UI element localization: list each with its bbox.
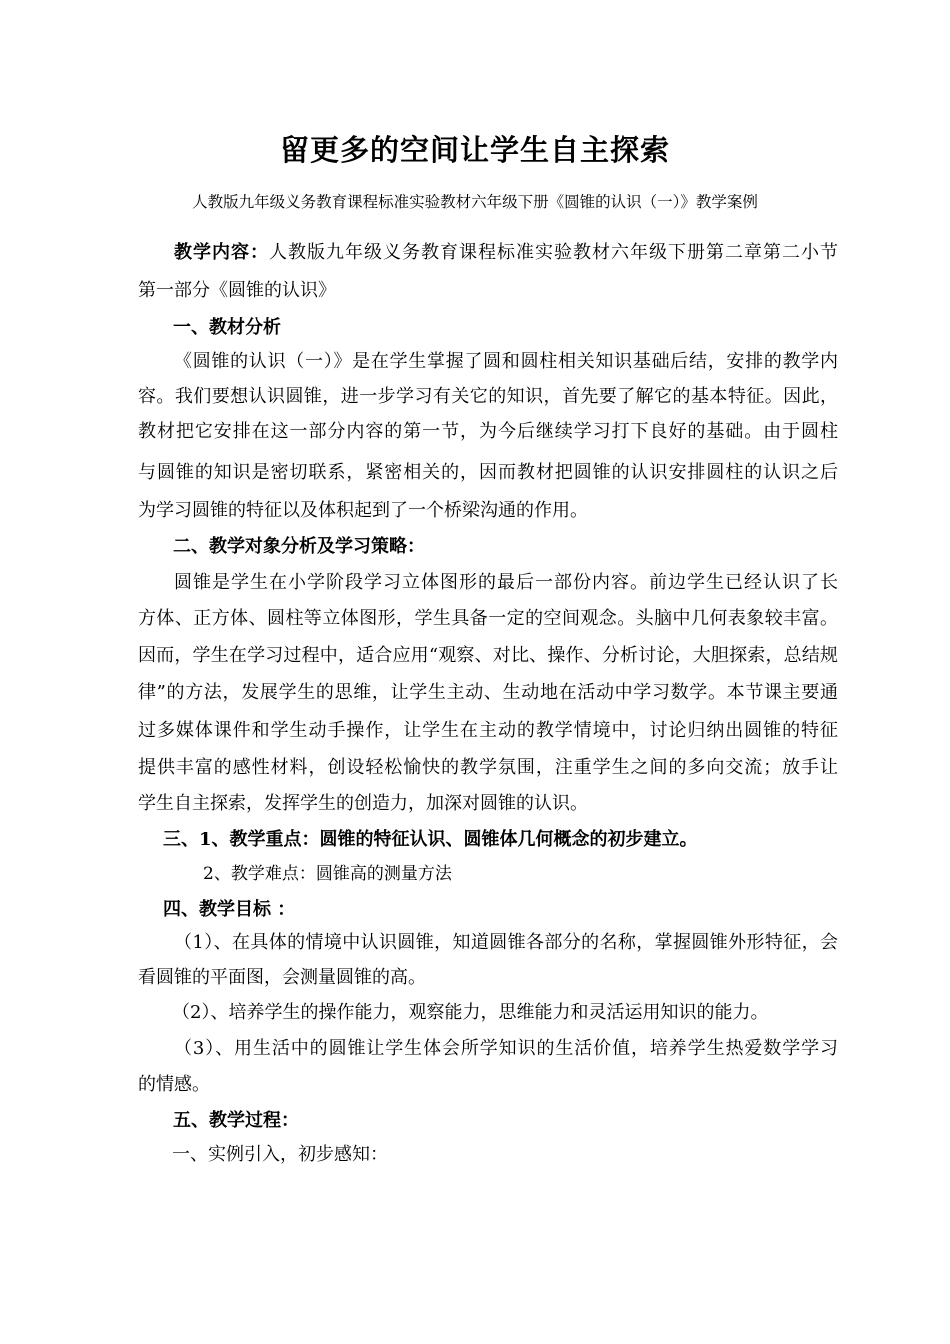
section-2-line: 圆锥是学生在小学阶段学习立体图形的最后一部份内容。前边学生已经认识了长 bbox=[174, 572, 838, 593]
section-2-line: 提供丰富的感性材料，创设轻松愉快的教学氛围，注重学生之间的多向交流；放手让 bbox=[138, 757, 838, 778]
goal-2: （2）、培养学生的操作能力，观察能力，思维能力和灵活运用知识的能力。 bbox=[172, 1002, 769, 1023]
content-line-1 bbox=[138, 238, 838, 264]
section-3-difficulty: 2、教学难点：圆锥高的测量方法 bbox=[203, 864, 452, 884]
content-line-2: 第一部分《圆锥的认识》 bbox=[138, 280, 336, 301]
section-1-line: 《圆锥的认识（一）》是在学生掌握了圆和圆柱相关知识基础后结，安排的教学内 bbox=[174, 351, 838, 372]
section-2-line: 律”的方法，发展学生的思维，让学生主动、生动地在活动中学习数学。本节课主要通 bbox=[138, 682, 838, 703]
goal-1-line: （1）、在具体的情境中认识圆锥，知道圆锥各部分的名称，掌握圆锥外形特征，会 bbox=[174, 932, 838, 953]
document-title: 留更多的空间让学生自主探索 bbox=[279, 133, 670, 167]
section-2-line: 因而，学生在学习过程中，适合应用“观察、对比、操作、分析讨论，大胆探索，总结规 bbox=[138, 645, 838, 666]
section-1-heading: 一、教材分析 bbox=[173, 317, 281, 338]
section-4-heading: 四、教学目标 ： bbox=[163, 899, 296, 920]
section-2-line: 学生自主探索，发挥学生的创造力，加深对圆锥的认识。 bbox=[138, 793, 588, 814]
section-5-subheading: 一、实例引入，初步感知： bbox=[172, 1144, 388, 1165]
goal-1-line: 看圆锥的平面图，会测量圆锥的高。 bbox=[138, 967, 426, 988]
section-1-line: 教材把它安排在这一部分内容的第一节，为今后继续学习打下良好的基础。由于圆柱 bbox=[138, 421, 838, 442]
section-3-key-point: 三、1、教学重点：圆锥的特征认识、圆锥体几何概念的初步建立。 bbox=[163, 829, 698, 850]
goal-3-line: 的情感。 bbox=[138, 1074, 210, 1095]
content-text: 人教版九年级义务教育课程标准实验教材六年级下册第二章第二小节 bbox=[269, 242, 838, 263]
section-2-line: 方体、正方体、圆柱等立体图形，学生具备一定的空间观念。头脑中几何表象较丰富。 bbox=[138, 608, 838, 629]
section-5-heading: 五、教学过程： bbox=[173, 1110, 299, 1131]
section-1-line: 容。我们要想认识圆锥，进一步学习有关它的知识，首先要了解它的基本特征。因此， bbox=[138, 386, 838, 407]
document-subtitle: 人教版九年级义务教育课程标准实验教材六年级下册《圆锥的认识（一）》教学案例 bbox=[192, 193, 758, 211]
section-1-line: 与圆锥的知识是密切联系，紧密相关的，因而教材把圆锥的认识安排圆柱的认识之后 bbox=[138, 462, 838, 483]
content-label: 教学内容： bbox=[174, 242, 269, 263]
section-2-line: 过多媒体课件和学生动手操作，让学生在主动的教学情境中，讨论归纳出圆锥的特征 bbox=[138, 720, 838, 741]
section-2-heading: 二、教学对象分析及学习策略： bbox=[173, 536, 425, 557]
goal-3-line: （3）、用生活中的圆锥让学生体会所学知识的生活价值，培养学生热爱数学学习 bbox=[174, 1038, 838, 1059]
section-1-line: 为学习圆锥的特征以及体积起到了一个桥梁沟通的作用。 bbox=[138, 500, 588, 521]
